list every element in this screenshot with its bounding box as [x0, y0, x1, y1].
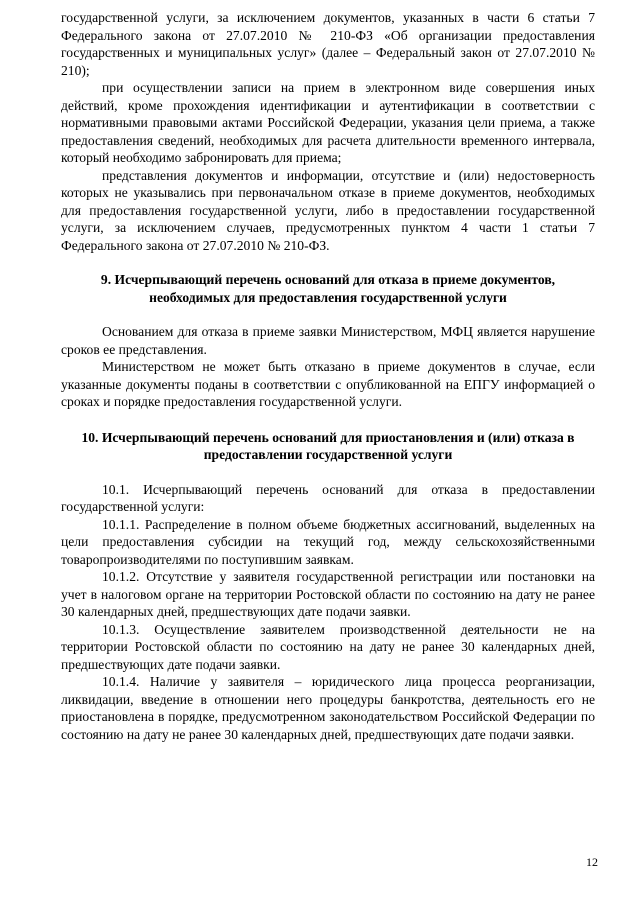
section-10-paragraph: 10.1.3. Осуществление заявителем производственной деятельности не на территории Ростовской области по состоянию на дату не ранее 30 календарных дней, предшествующих дате подачи заявки. — [61, 621, 595, 672]
page-content — [61, 9, 595, 743]
section-9-heading: 9. Исчерпывающий перечень оснований для отказа в приеме документов, необходимых для предоставления государственной услуги — [100, 272, 556, 305]
paragraph-documents-presentation: представления документов и информации, отсутствие и (или) недостоверность которых не указывались при первоначальном отказе в приеме документов, необходимых для предоставления государственной услуги, либо в предоставлении государственной услуги, за исключением случаев, предусмотренных пунктом 4 части 1 статьи 7 Федерального закона от 27.07.2010 № 210-ФЗ. — [61, 167, 595, 253]
section-10-paragraph: 10.1.2. Отсутствие у заявителя государственной регистрации или постановки на учет в налоговом органе на территории Ростовской области по состоянию на дату не ранее 30 календарных дней, предшествующих дате подачи заявки. — [61, 569, 595, 619]
paragraph-electronic-appointment: при осуществлении записи на прием в электронном виде совершения иных действий, кроме прохождения идентификации и аутентификации в соответствии с нормативными правовыми актами Российской Федерации, указания цели приема, а также предоставления сведений, необходимых для расчета длительности временного интервала, который необходимо забронировать для приема; — [61, 80, 595, 165]
section-10-heading: 10. Исчерпывающий перечень оснований для приостановления и (или) отказа в предоставлении государственной услуги — [81, 429, 575, 462]
section-10-paragraph: 10.1. Исчерпывающий перечень оснований для отказа в предоставлении государственной услуги: — [61, 481, 595, 514]
page-number: 12 — [586, 855, 598, 869]
section-9-paragraph: Министерством не может быть отказано в приеме документов в случае, если указанные документы поданы в соответствии с опубликованной на ЕПГУ информацией о сроках и порядке предоставления государственной услуги. — [61, 359, 595, 409]
paragraph-continuation: государственной услуги, за исключением документов, указанных в части 6 статьи 7 Федерального закона от 27.07.2010 № 210-ФЗ «Об организации предоставления государственных и муниципальных услуг» (далее – Федеральный закон от 27.07.2010 № 210); — [61, 10, 595, 78]
section-10-paragraph: 10.1.1. Распределение в полном объеме бюджетных ассигнований, выделенных на цели предоставления субсидии на текущий год, между сельскохозяйственными товаропроизводителями по поступившим заявкам. — [61, 516, 595, 567]
section-10-paragraph: 10.1.4. Наличие у заявителя – юридического лица процесса реорганизации, ликвидации, введение в отношении него процедуры банкротства, деятельность его не приостановлена в порядке, предусмотренном законодательством Российской Федерации по состоянию на дату не ранее 30 календарных дней, предшествующих дате подачи заявки. — [61, 674, 595, 742]
section-9-paragraph: Основанием для отказа в приеме заявки Министерством, МФЦ является нарушение сроков ее представления. — [61, 324, 595, 357]
